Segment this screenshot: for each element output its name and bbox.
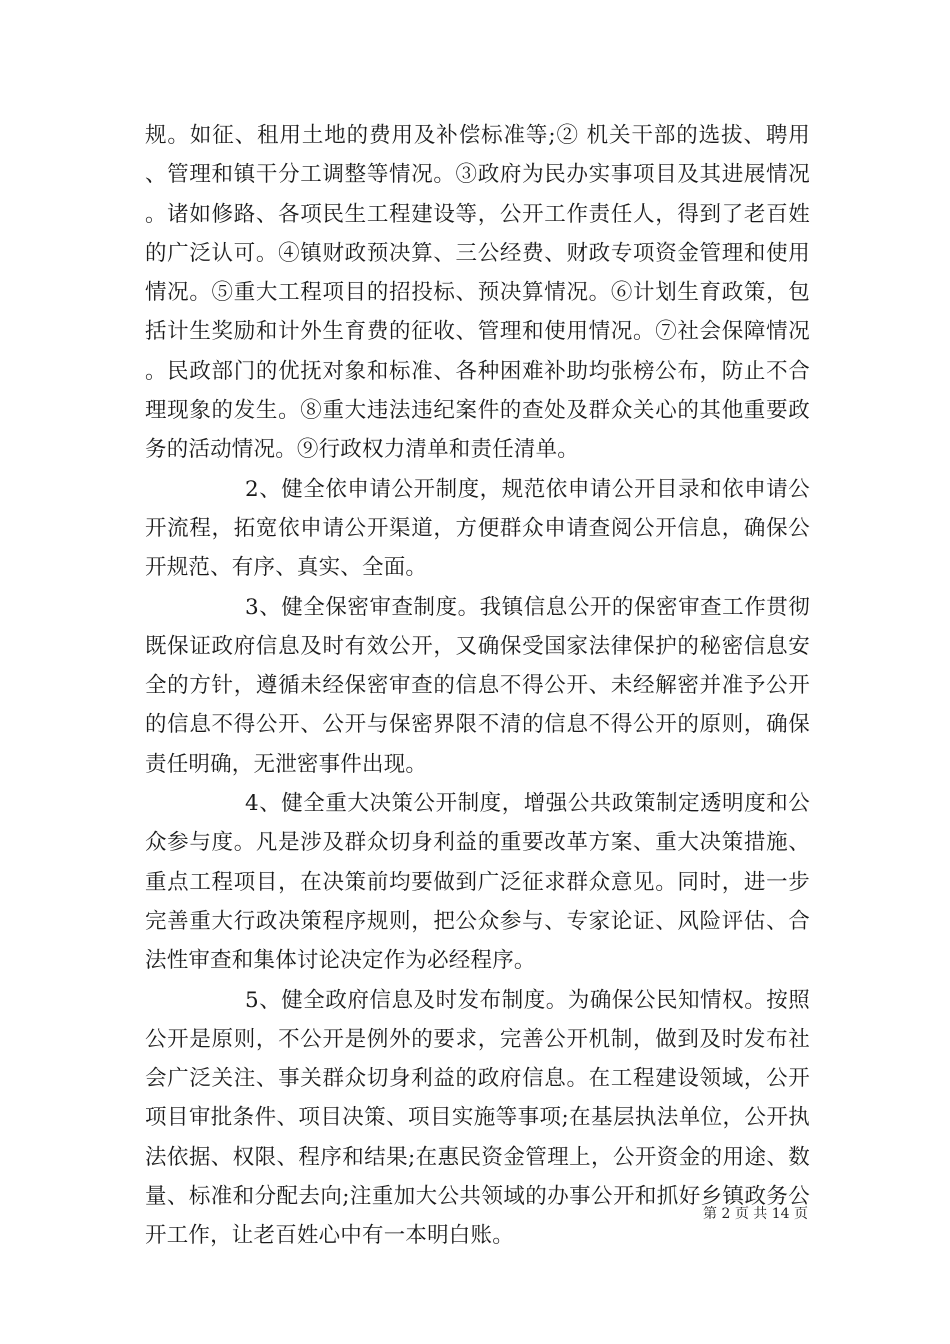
paragraph-item-4: 4、健全重大决策公开制度，增强公共政策制定透明度和公众参与度。凡是涉及群众切身利益的重要改革方案、重大决策措施、重点工程项目，在决策前均要做到广泛征求群众意见。同时，进一步完善重大行政决策程序规则，把公众参与、专家论证、风险评估、合法性审查和集体讨论决定作为必经程序。 bbox=[145, 791, 810, 974]
paragraph-item-5: 5、健全政府信息及时发布制度。为确保公民知情权。按照公开是原则，不公开是例外的要求，完善公开机制，做到及时发布社会广泛关注、事关群众切身利益的政府信息。在工程建设领域，公开项目审批条件、项目决策、项目实施等事项;在基层执法单位，公开执法依据、权限、程序和结果;在惠民资金管理上，公开资金的用途、数量、标准和分配去向;注重加大公共领域的办事公开和抓好乡镇政务公开工作，让老百姓心中有一本明白账。 bbox=[145, 987, 810, 1249]
page-number-footer: 第 2 页 共 14 页 bbox=[703, 1206, 808, 1222]
paragraph-item-3: 3、健全保密审查制度。我镇信息公开的保密审查工作贯彻既保证政府信息及时有效公开，又确保受国家法律保护的秘密信息安全的方针，遵循未经保密审查的信息不得公开、未经解密并准予公开的信息不得公开、公开与保密界限不清的信息不得公开的原则，确保责任明确，无泄密事件出现。 bbox=[145, 594, 810, 777]
paragraph-continuation: 规。如征、租用土地的费用及补偿标准等;② 机关干部的选拔、聘用、管理和镇干分工调整等情况。③政府为民办实事项目及其进展情况。诸如修路、各项民生工程建设等，公开工作责任人，得到了老百姓的广泛认可。④镇财政预决算、三公经费、财政专项资金管理和使用情况。⑤重大工程项目的招投标、预决算情况。⑥计划生育政策，包括计生奖励和计外生育费的征收、管理和使用情况。⑦社会保障情况。民政部门的优抚对象和标准、各种困难补助均张榜公布，防止不合理现象的发生。⑧重大违法违纪案件的查处及群众关心的其他重要政务的活动情况。⑨行政权力清单和责任清单。 bbox=[145, 123, 810, 463]
paragraph-item-2: 2、健全依申请公开制度，规范依申请公开目录和依申请公开流程，拓宽依申请公开渠道，方便群众申请查阅公开信息，确保公开规范、有序、真实、全面。 bbox=[145, 476, 810, 581]
document-body bbox=[145, 116, 810, 1256]
